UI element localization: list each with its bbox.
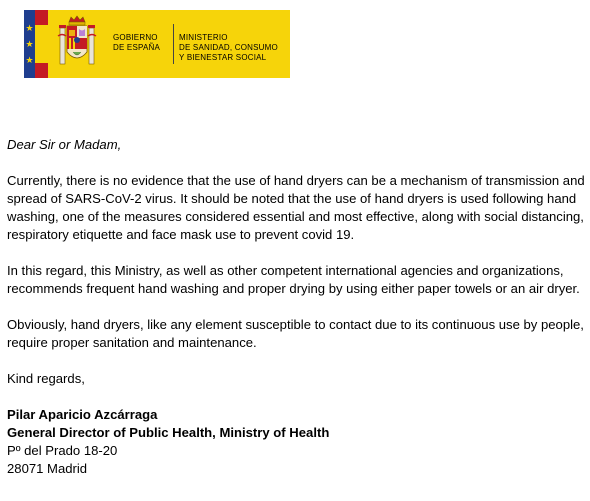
- ministry-label: [179, 33, 278, 63]
- closing: Kind regards,: [7, 371, 85, 386]
- paragraph: In this regard, this Ministry, as well as other competent international agencies and organizations, recommends frequent hand washing and proper drying by using either paper towels or an air dryer.: [7, 263, 580, 296]
- star-icon: ★: [25, 55, 34, 65]
- star-icon: ★: [25, 23, 34, 33]
- signatory-title: General Director of Public Health, Ministry of Health: [7, 425, 330, 440]
- letter-body: [7, 136, 587, 478]
- ministry-line: DE SANIDAD, CONSUMO: [179, 43, 278, 52]
- address-line: 28071 Madrid: [7, 461, 88, 476]
- star-icon: ★: [25, 39, 34, 49]
- logo-divider: [173, 24, 174, 64]
- government-line: DE ESPAÑA: [113, 43, 160, 52]
- signatory-name: Pilar Aparicio Azcárraga: [7, 407, 158, 422]
- coat-of-arms-icon: [57, 14, 97, 74]
- government-line: GOBIERNO: [113, 33, 158, 42]
- paragraph: Currently, there is no evidence that the use of hand dryers can be a mechanism of transmission and spread of SARS-CoV-2 virus. It should be noted that the use of hand dryers is used following hand washing, one of the measures considered essential and most effective, along with social distancing, respiratory etiquette and face mask use to prevent covid 19.: [7, 173, 585, 242]
- ministry-line: MINISTERIO: [179, 33, 228, 42]
- salutation: Dear Sir or Madam,: [7, 137, 122, 152]
- address-line: Pº del Prado 18-20: [7, 443, 118, 458]
- signature-block: [7, 406, 587, 478]
- ministry-logo-banner: [24, 10, 290, 78]
- paragraph: Obviously, hand dryers, like any element susceptible to contact due to its continuous use by people, require proper sanitation and maintenance.: [7, 317, 584, 350]
- government-label: [113, 33, 160, 53]
- eu-stars-stripe: [24, 10, 35, 78]
- ministry-line: Y BIENESTAR SOCIAL: [179, 53, 267, 62]
